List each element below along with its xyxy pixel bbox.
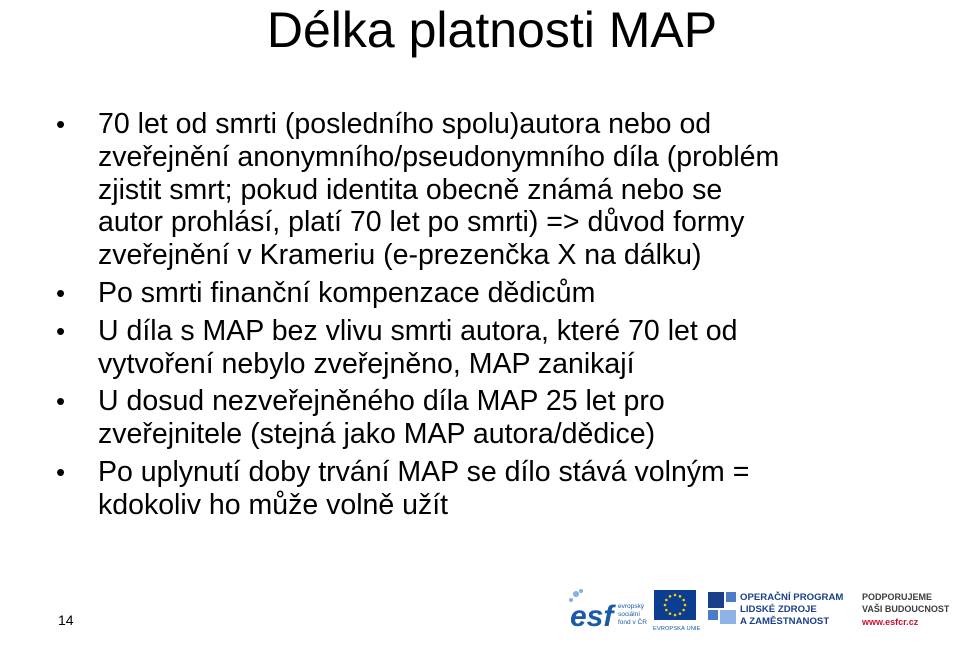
bullet-icon: • — [56, 277, 66, 308]
esf-small-1: evropský — [618, 603, 645, 610]
bullet-line: zveřejnění v Krameriu (e-prezenčka X na dálku) — [98, 239, 702, 272]
esf-web-link: www.esfcr.cz — [862, 617, 919, 627]
bullet-line: autor prohlásí, platí 70 let po smrti) => důvod formy — [98, 206, 745, 239]
bullet-line: vytvoření nebylo zveřejněno, MAP zanikají — [98, 347, 635, 380]
podp-line-2: VAŠI BUDOUCNOST — [862, 604, 950, 614]
eu-star-icon — [679, 595, 682, 598]
bullet-line: zjistit smrt; pokud identita obecně známá nebo se — [98, 173, 723, 206]
eu-star-icon — [669, 612, 672, 615]
esf-logo — [569, 589, 647, 633]
eu-star-icon — [679, 612, 682, 615]
bullet-item — [56, 277, 916, 310]
esf-logo-text: esf — [570, 600, 614, 633]
slide-number: 14 — [58, 612, 74, 628]
op-line-2: LIDSKÉ ZDROJE — [740, 604, 817, 615]
eu-star-icon — [665, 599, 668, 602]
bullet-line: U dosud nezveřejněného díla MAP 25 let pro — [98, 385, 665, 418]
eu-star-icon — [669, 595, 672, 598]
eu-star-icon — [684, 604, 687, 607]
bullet-line: U díla s MAP bez vlivu smrti autora, které 70 let od — [98, 314, 738, 347]
op-emblem-icon — [708, 592, 736, 624]
bullet-line: zveřejnění anonymního/pseudonymního díla (problém — [98, 140, 780, 173]
eu-star-icon — [682, 599, 685, 602]
bullet-item — [56, 108, 916, 272]
op-line-3: A ZAMĚSTNANOST — [740, 616, 830, 627]
bullet-line: Po smrti finanční kompenzace dědicům — [98, 276, 596, 309]
esf-small-3: fond v ČR — [618, 619, 647, 626]
funding-logos — [568, 588, 952, 636]
eu-star-icon — [682, 609, 685, 612]
eu-star-icon — [674, 614, 677, 617]
podp-line-1: PODPORUJEME — [862, 592, 933, 602]
bullet-line: zveřejnitele (stejná jako MAP autora/dědice) — [98, 418, 656, 451]
eu-flag-icon — [653, 590, 700, 632]
eu-star-icon — [665, 609, 668, 612]
op-line-1: OPERAČNÍ PROGRAM — [740, 592, 844, 603]
bullet-line: Po uplynutí doby trvání MAP se dílo stává volným = — [98, 455, 750, 488]
bullet-line: 70 let od smrti (posledního spolu)autora nebo od — [98, 108, 712, 140]
eu-label: EVROPSKÁ UNIE — [653, 626, 701, 632]
eu-star-icon — [674, 594, 677, 597]
slide-title: Délka platnosti MAP — [266, 2, 718, 58]
bullet-icon: • — [56, 456, 66, 487]
bullet-item — [56, 315, 916, 381]
bullet-line: kdokoliv ho může volně užít — [98, 488, 449, 521]
bullet-icon: • — [56, 386, 66, 417]
bullet-item — [56, 456, 916, 522]
bullet-item — [56, 385, 916, 451]
bullet-list — [56, 108, 916, 527]
bullet-icon: • — [56, 315, 66, 346]
eu-star-icon — [664, 604, 667, 607]
esf-small-2: sociální — [618, 611, 641, 618]
bullet-icon: • — [56, 109, 66, 139]
